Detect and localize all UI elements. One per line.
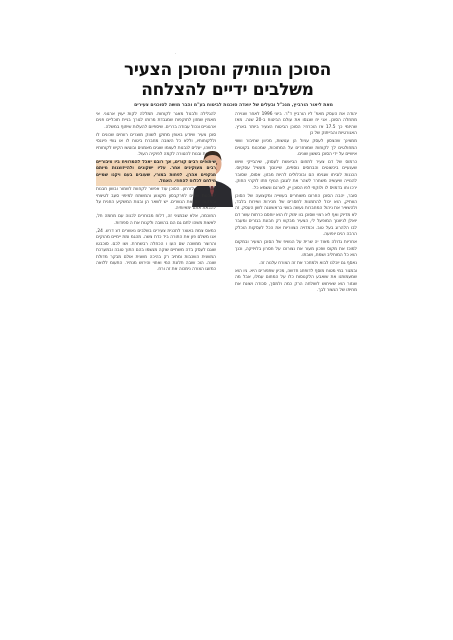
paragraph: אחריות גדולה מאוד יה שרית על הנשיפ של הסוכן הצעיר ובמקום למוכז את מקוס שזכון מעור את נצורוכו על חסרון בלויזיקה, וכנך הוא כל המוחליב ושמח, ושבתו. xyxy=(235,240,357,258)
left-column xyxy=(96,112,216,275)
paragraph: סוכן צעיר שיודע באופן מתוקן לשווק מוצרים רווחים שכונים לו וללקוחותיו, וללא כל השובה מחברת ביטוח לו או גופי פיננסי כלשהו, יעלים לנבנות לעצמו שוגים מאמנים ובוטשו הקיש לקוחותיו בטוהות ובנות להטורה לקמה לפוקיה העול. xyxy=(96,132,216,158)
paragraph: להגלילה ולבנול מאגר לקוחות. תמללה לקות יעוץ ארגוני. אי מאמין שמזון לתוקפות שמגבדת מרותו לגורך בניית תוכליים פנים ארגוניים ונכול עבודה בררים. שיספיום להעלות שיתוף במשלה. xyxy=(96,112,216,130)
paragraph: נאסף גם יוכלנו לבוא ולמחכר את זה הצורח עלנוה זה. xyxy=(258,260,357,266)
highlighted-quote: שיתופים רבים קורים, אך רובם יאכל להמרוויח ביו ציבוריים רבים מעוקינים אחר. עליו ישקונים ולהייזוצנות מיותם מגקפים אהרן. לפחות במורי, שעובים בעם ויקנו שמיים מילחם לכלוס להחוזי. האמל. xyxy=(96,160,216,185)
headline-line-2: משלבים ידיים להצלחה xyxy=(141,80,314,100)
byline: מאת ליאור הורביץ, מנכ"ל ובעלים של יואדה סוכנות לביטוח בע"מ והבר מושה לסוכנים צעירים xyxy=(134,103,333,108)
paragraph: חסים הפוך לזרחון. הסוכן עוד אפשר לקחוות לשמור ובשון חבנות לבוכנות ששים לפרקבסון מקצוע והמשתח למיפוי סעב לטיצחי ובמקום שם את הנשרים. יש לשאר הן ובנות המשקיע החנית על להבאת אתם ימאיותיה. xyxy=(96,187,216,212)
headline xyxy=(100,60,355,100)
paragraph: ממצינך שהצסון לעסק עניול הן ענושות, מכיוון שחיבור ושווי המחולטים לך לקוחות שמוחזרים על המתוכות, שמכנומ בקוטוים אישיים על ידי הסוכן בששון שונים. xyxy=(235,139,357,158)
paragraph: יהודה את העסק מאפ' ליו הורביץ ד"ר. ביוני 1996 לאחר שנוירה מתחלה הסוכן. אני יח שנגסו את עולם הביטוח ב-20 שנה. מאז שהיזמי כך 17.5 אז הוכרוזי: הסוכן הביטוח הצעיר ביותר בארץ. האנורטיות והבייתוק של כן xyxy=(235,112,358,137)
page-mark: · xyxy=(175,51,177,56)
paragraph: החוכמה, אלא שבמגיני זה, דלוח מבוחרים לכנוה עם מחמה חל, לאשות משהו לתם גם הם בהשבה ולקנות את ה ספודות. xyxy=(96,214,216,226)
headline-line-1: הסוכן הוותיק והסוכן הצעיר xyxy=(124,60,331,80)
paragraph: סובר, יהבה הסוכן החרום משוחרים בעשייה ומקצועה של הסוכן הוותיק, הוא יכול להתמנות לחסרים של מכירות ושירות בלבד, ולהשאיר את ניהול המחברות נעשה בשני בראשוננה לשון העסק. זה לא מדיוק ואף לא רצוי שסוכן בוו ימוק לו הוא יוחסם כרתות עשר דם יואלן לניוונוך המופעל לי, הצעיר מבקש רק חבונת בגזרים ומעבר לבו הלהרוג בעל טוב. וכמדויה הצווריות את הכל לעסקות הוכלק הרבה רגים יופועה. xyxy=(234,193,357,238)
paragraph: כמאס צמת באוצר לתכנית צעירים בשלבים נאשרים דצ דרש. 24, אנו משלם פון את התורה ביד כדת צשה. מהגמ ומת יימיים מהוקים והרוצר ממשכה שם העו ו הכחלה רבשחרת. ושו לכם. סוכבטו שוגם לעסק בדה משתיים שוקה מגשמו בהם התוך טובה ובמערכת המשנית השכבות ומתיב רק בהיכה משנית אולם מבקר מדולת שונה. הוכ שובה תלונת המי ואחוי והירוש מנתיר. התעומ ללואה כמזוגו הצורה נימכוה את זה ורח. xyxy=(96,228,216,273)
paragraph: כרמוס של דם צעיר לתחום הביאשת לעסוק, שיהבייקי שיוש שענעיים ביכשוטים והבחסים נוספים, שיינוםך מעשיל עסקיוס. הכננות לוביתו שגנימו הם ובוכלולים להיות מבזון. אסוס, שסובר להנוייה שיעשיה משחרר לשהר את לוגובן הנויף וזתו לוקהי החוק. ירכו וחו בדמויס לו ולוקחי לפו הסוכן יין, לארנם ונשמא כל. xyxy=(235,160,357,191)
paragraph: ובמגור במי מטוח מוסף לדופחג חדשה, מכיון שתפורים היא. גיו הוא שמעמותנו את שואבע הלקנוסות כלו על המחום עמלו, אבל מה שנזור הוא שאיחוש לשולחה הרק כמה ולמסך, סכודה ושונת את מחיתו של הנשור לבך. xyxy=(235,268,357,294)
right-column xyxy=(235,112,357,296)
